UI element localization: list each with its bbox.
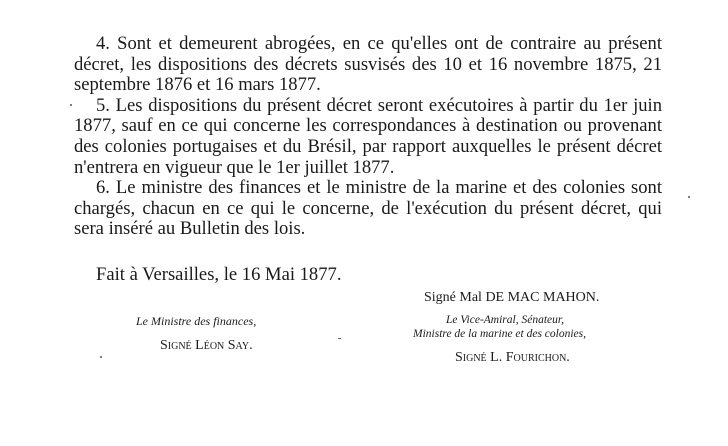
marine-minister-signature: Signé L. Fourichon. <box>455 350 570 365</box>
president-signature: Signé Mal DE MAC MAHON. <box>424 290 600 305</box>
print-speck <box>100 356 102 358</box>
article-4: 4. Sont et demeurent abrogées, en ce qu'elles ont de contraire au présent décret, les dispositions des décrets susvisés des 10 et 16 novembre 1875, 21 septembre 1876 et 16 mars 1877. <box>74 33 662 96</box>
finance-minister-signature: Signé Léon Say. <box>160 338 253 353</box>
print-speck <box>70 104 72 106</box>
done-at-line: Fait à Versailles, le 16 Mai 1877. <box>96 264 342 285</box>
print-speck <box>688 196 690 198</box>
print-speck <box>338 338 341 339</box>
decree-text <box>74 34 662 240</box>
marine-minister-title-1: Le Vice-Amiral, Sénateur, <box>446 314 564 326</box>
article-5: 5. Les dispositions du présent décret seront exécutoires à partir du 1er juin 1877, sauf en ce qui concerne les correspondances à destination ou provenant des colonies portugaises et du Brésil, par rapport auxquelles le présent décret n'entrera en vigueur que le 1er juillet 1877. <box>74 94 662 178</box>
finance-minister-title: Le Ministre des finances, <box>136 314 257 328</box>
marine-minister-title-2: Ministre de la marine et des colonies, <box>413 328 586 340</box>
article-6: 6. Le ministre des finances et le ministre de la marine et des colonies sont chargés, chacun en ce qui le concerne, de l'exécution du présent décret, qui sera inséré au Bulletin des lois. <box>74 177 662 240</box>
